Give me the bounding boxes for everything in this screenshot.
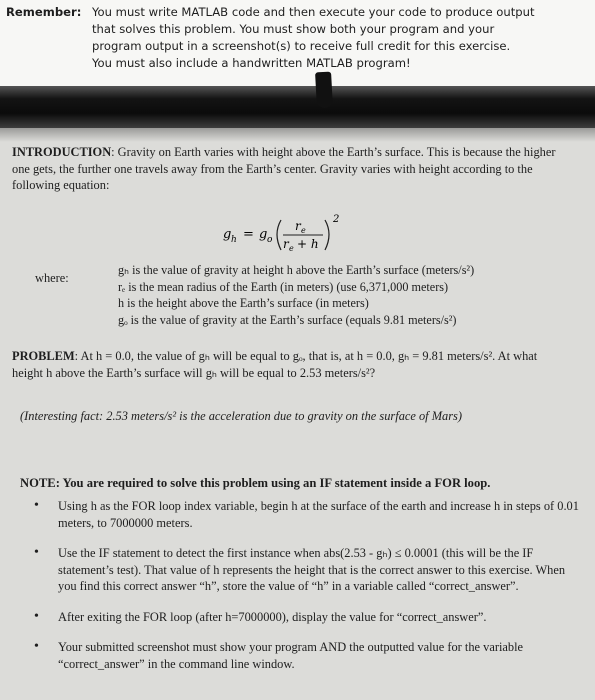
equation-svg (223, 210, 363, 258)
remember-line: that solves this problem. You must show both your program and your (92, 22, 495, 36)
remember-line: You must also include a handwritten MATLAB program! (92, 56, 411, 70)
instruction-list (34, 498, 584, 686)
list-item-text: Using h as the FOR loop index variable, begin h at the surface of the earth and increase h in steps of 0.01 meters, to 7000000 meters. (58, 499, 579, 530)
eq-g0: g (259, 227, 268, 242)
gravity-equation (223, 210, 363, 258)
list-item-text: Use the IF statement to detect the first instance when abs(2.53 - gₕ) ≤ 0.0001 (this will be the IF statement’s test). That value of h represents the height that is the correct answer to this exercise. When you find this correct answer “h”, store the value of “h” in a variable called “correct_answer”. (58, 546, 566, 593)
interesting-fact: (Interesting fact: 2.53 meters/s² is the acceleration due to gravity on the surface of Mars) (20, 409, 463, 423)
dark-band (0, 86, 595, 128)
eq-den-a: r (283, 237, 289, 251)
problem-text: : At h = 0.0, the value of gₕ will be equal to gₒ, that is, at h = 0.0, gₕ = 9.81 meters/s². At what height h above the Earth’s surface will gₕ will be equal to 2.53 meters/s²? (12, 349, 538, 380)
list-item-text: Your submitted screenshot must show your program AND the outputted value for the variable “correct_answer” in the command line window. (58, 640, 524, 671)
remember-label: Remember: (6, 5, 82, 19)
bullet-icon: • (34, 498, 39, 513)
eq-num: r (295, 219, 301, 233)
definition-line: h is the height above the Earth’s surface (in meters) (118, 296, 369, 310)
eq-den-b: + h (297, 237, 319, 251)
eq-right-paren (325, 220, 329, 250)
remember-line: program output in a screenshot(s) to receive full credit for this exercise. (92, 39, 511, 53)
introduction-paragraph (12, 144, 572, 194)
eq-left-paren (277, 220, 281, 250)
pen-shadow (315, 72, 333, 109)
intro-text: : Gravity on Earth varies with height above the Earth’s surface. This is because the higher one gets, the further one travels away from the Earth’s center. Gravity varies with height according to the following equation: (12, 145, 556, 192)
worksheet-page (0, 138, 595, 700)
eq-g0-sub: o (267, 235, 273, 245)
bullet-icon: • (34, 545, 39, 560)
bullet-icon: • (34, 639, 39, 654)
problem-label: PROBLEM (12, 349, 75, 363)
remember-line: You must write MATLAB code and then execute your code to produce output (92, 5, 535, 19)
list-item (34, 609, 584, 626)
eq-equals: = (243, 227, 254, 242)
list-item (34, 639, 584, 672)
remember-box (0, 0, 595, 87)
list-item (34, 498, 584, 531)
eq-num-sub: e (301, 226, 306, 235)
list-item (34, 545, 584, 595)
where-label: where: (35, 271, 69, 285)
bullet-icon: • (34, 608, 39, 624)
eq-lhs: g (223, 227, 232, 242)
remember-text (92, 4, 584, 72)
definition-line: gₒ is the value of gravity at the Earth’s surface (equals 9.81 meters/s²) (118, 312, 457, 327)
problem-paragraph (12, 348, 552, 381)
eq-lhs-sub: h (231, 235, 237, 245)
eq-exponent: 2 (333, 214, 340, 225)
intro-heading: INTRODUCTION (12, 145, 112, 159)
eq-den-a-sub: e (289, 244, 294, 253)
where-definitions (118, 262, 578, 328)
definition-line: gₕ is the value of gravity at height h above the Earth’s surface (meters/s²) (118, 263, 475, 277)
list-item-text: After exiting the FOR loop (after h=7000000), display the value for “correct_answer”. (58, 609, 487, 624)
note-heading: NOTE: You are required to solve this problem using an IF statement inside a FOR loop. (20, 476, 491, 490)
definition-line: rₑ is the mean radius of the Earth (in meters) (use 6,371,000 meters) (118, 279, 449, 294)
